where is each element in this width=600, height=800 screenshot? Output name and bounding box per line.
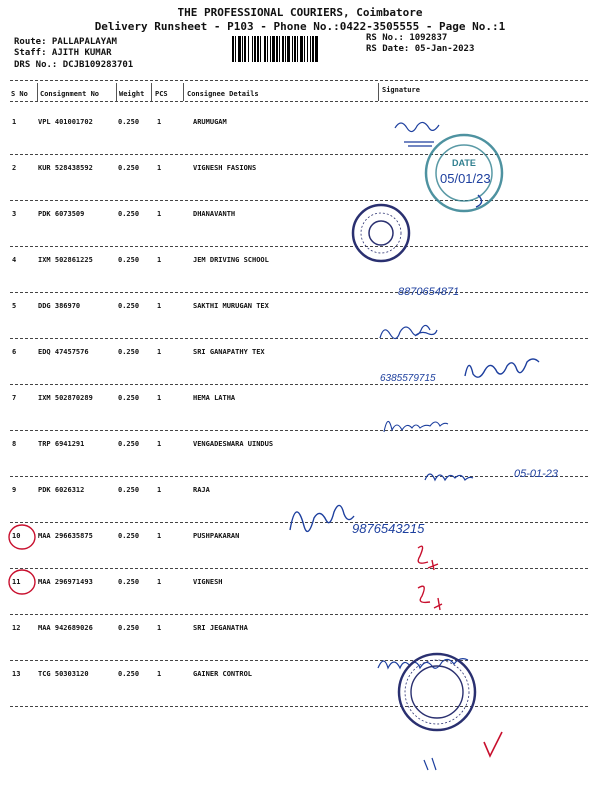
col-header-signature: Signature <box>382 86 420 94</box>
route-label: Route: PALLAPALAYAM <box>14 37 117 47</box>
red-mark-row11 <box>418 586 442 610</box>
company-title: THE PROFESSIONAL COURIERS, Coimbatore <box>177 6 423 19</box>
row-consignee: RAJA <box>193 486 210 494</box>
red-mark-row10 <box>418 546 438 570</box>
red-check-icon <box>484 732 502 756</box>
row-consignment-no: MAA 296635875 <box>38 532 93 540</box>
row-divider <box>10 430 588 431</box>
col-header-sno: S No <box>11 90 28 98</box>
col-divider <box>37 83 38 101</box>
row-consignment-no: IXM 502870289 <box>38 394 93 402</box>
row-pcs: 1 <box>157 302 162 310</box>
row-consignment-no: VPL 401001702 <box>38 118 93 126</box>
row-divider <box>10 338 588 339</box>
rs-date: RS Date: 05-Jan-2023 <box>366 44 475 54</box>
row-sno: 3 <box>12 210 17 218</box>
row-consignment-no: EDQ 47457576 <box>38 348 89 356</box>
row-sno: 9 <box>12 486 17 494</box>
row-consignment-no: MAA 942689026 <box>38 624 93 632</box>
row-consignee: DHANAVANTH <box>193 210 236 218</box>
signature-row8-scribble <box>425 474 473 480</box>
row-consignment-no: IXM 502861225 <box>38 256 93 264</box>
row-pcs: 1 <box>157 394 162 402</box>
signature-row5 <box>380 325 437 338</box>
row-weight: 0.250 <box>118 578 140 586</box>
row-consignee: SRI JEGANATHA <box>193 624 248 632</box>
row-pcs: 1 <box>157 348 162 356</box>
row-pcs: 1 <box>157 256 162 264</box>
row-pcs: 1 <box>157 670 162 678</box>
row-divider <box>10 200 588 201</box>
row-weight: 0.250 <box>118 532 140 540</box>
row-sno: 11 <box>12 578 21 586</box>
row-sno: 5 <box>12 302 17 310</box>
row-pcs: 1 <box>157 532 162 540</box>
staff-label: Staff: AJITH KUMAR <box>14 48 112 58</box>
institution-seal <box>353 205 409 261</box>
row-weight: 0.250 <box>118 440 140 448</box>
signature-row4: 8870654871 <box>398 286 460 298</box>
row-weight: 0.250 <box>118 164 140 172</box>
signature-row9-scribble <box>290 505 354 531</box>
col-header-pcs: PCS <box>155 90 168 98</box>
row-consignee: PUSHPAKARAN <box>193 532 240 540</box>
row-consignment-no: TRP 6941291 <box>38 440 85 448</box>
row-weight: 0.250 <box>118 348 140 356</box>
row-divider <box>10 522 588 523</box>
signature-row8: 05-01-23 <box>514 468 559 480</box>
row-divider <box>10 246 588 247</box>
row-consignee: SRI GANAPATHY TEX <box>193 348 265 356</box>
header-top-rule <box>10 80 588 81</box>
row-sno: 8 <box>12 440 17 448</box>
row-divider <box>10 476 588 477</box>
row-sno: 1 <box>12 118 17 126</box>
row-consignee: VIGNESH FASIONS <box>193 164 257 172</box>
drs-number: DRS No.: DCJB109283701 <box>14 60 134 70</box>
row-weight: 0.250 <box>118 394 140 402</box>
row-pcs: 1 <box>157 440 162 448</box>
row-sno: 12 <box>12 624 21 632</box>
row-sno: 7 <box>12 394 17 402</box>
row-pcs: 1 <box>157 624 162 632</box>
company-seal-row13 <box>399 654 475 730</box>
col-divider <box>116 83 117 101</box>
signature-row6: 6385579715 <box>380 373 436 384</box>
row-consignment-no: MAA 296971493 <box>38 578 93 586</box>
row-weight: 0.250 <box>118 486 140 494</box>
row-pcs: 1 <box>157 210 162 218</box>
bottom-pen-mark <box>424 758 436 770</box>
row-pcs: 1 <box>157 578 162 586</box>
col-divider <box>183 83 184 101</box>
rs-number: RS No.: 1092837 <box>366 33 448 43</box>
row-pcs: 1 <box>157 486 162 494</box>
row-divider <box>10 154 588 155</box>
signature-row9: 9876543215 <box>352 521 425 536</box>
row-divider <box>10 292 588 293</box>
row-consignment-no: DDG 386970 <box>38 302 81 310</box>
signature-row1 <box>395 122 439 146</box>
row-consignee: VIGNESH <box>193 578 223 586</box>
row-sno: 2 <box>12 164 17 172</box>
col-divider <box>151 83 152 101</box>
row-divider <box>10 706 588 707</box>
col-divider <box>378 83 379 101</box>
row-consignment-no: PDK 6073509 <box>38 210 85 218</box>
date-stamp-value: 05/01/23 <box>440 171 491 186</box>
row-consignment-no: PDK 6026312 <box>38 486 85 494</box>
row-consignee: JEM DRIVING SCHOOL <box>193 256 269 264</box>
row-divider <box>10 568 588 569</box>
barcode-image <box>232 36 356 62</box>
row-divider <box>10 660 588 661</box>
row-sno: 4 <box>12 256 17 264</box>
runsheet-title: Delivery Runsheet - P103 - Phone No.:0422-3505555 - Page No.:1 <box>94 20 506 33</box>
row-divider <box>10 614 588 615</box>
row-consignee: VENGADESWARA UINDUS <box>193 440 274 448</box>
row-weight: 0.250 <box>118 302 140 310</box>
row-weight: 0.250 <box>118 210 140 218</box>
row-weight: 0.250 <box>118 118 140 126</box>
row-divider <box>10 384 588 385</box>
row-weight: 0.250 <box>118 624 140 632</box>
header-bottom-rule <box>10 101 588 102</box>
col-header-weight: Weight <box>119 90 145 98</box>
row-consignee: GAINER CONTROL <box>193 670 253 678</box>
row-pcs: 1 <box>157 164 162 172</box>
row-consignment-no: KUR 528438592 <box>38 164 93 172</box>
row-pcs: 1 <box>157 118 162 126</box>
row-sno: 6 <box>12 348 17 356</box>
col-header-consignee: Consignee Details <box>187 90 259 98</box>
row-weight: 0.250 <box>118 256 140 264</box>
col-header-consignment: Consignment No <box>40 90 100 98</box>
row-consignee: SAKTHI MURUGAN TEX <box>193 302 269 310</box>
signature-row6-scribble <box>465 359 539 377</box>
row-sno: 10 <box>12 532 21 540</box>
row-consignee: HEMA LATHA <box>193 394 236 402</box>
row-consignment-no: TCG 50303120 <box>38 670 89 678</box>
row-weight: 0.250 <box>118 670 140 678</box>
row-consignee: ARUMUGAM <box>193 118 227 126</box>
svg-text:DATE: DATE <box>452 158 476 168</box>
row-sno: 13 <box>12 670 21 678</box>
